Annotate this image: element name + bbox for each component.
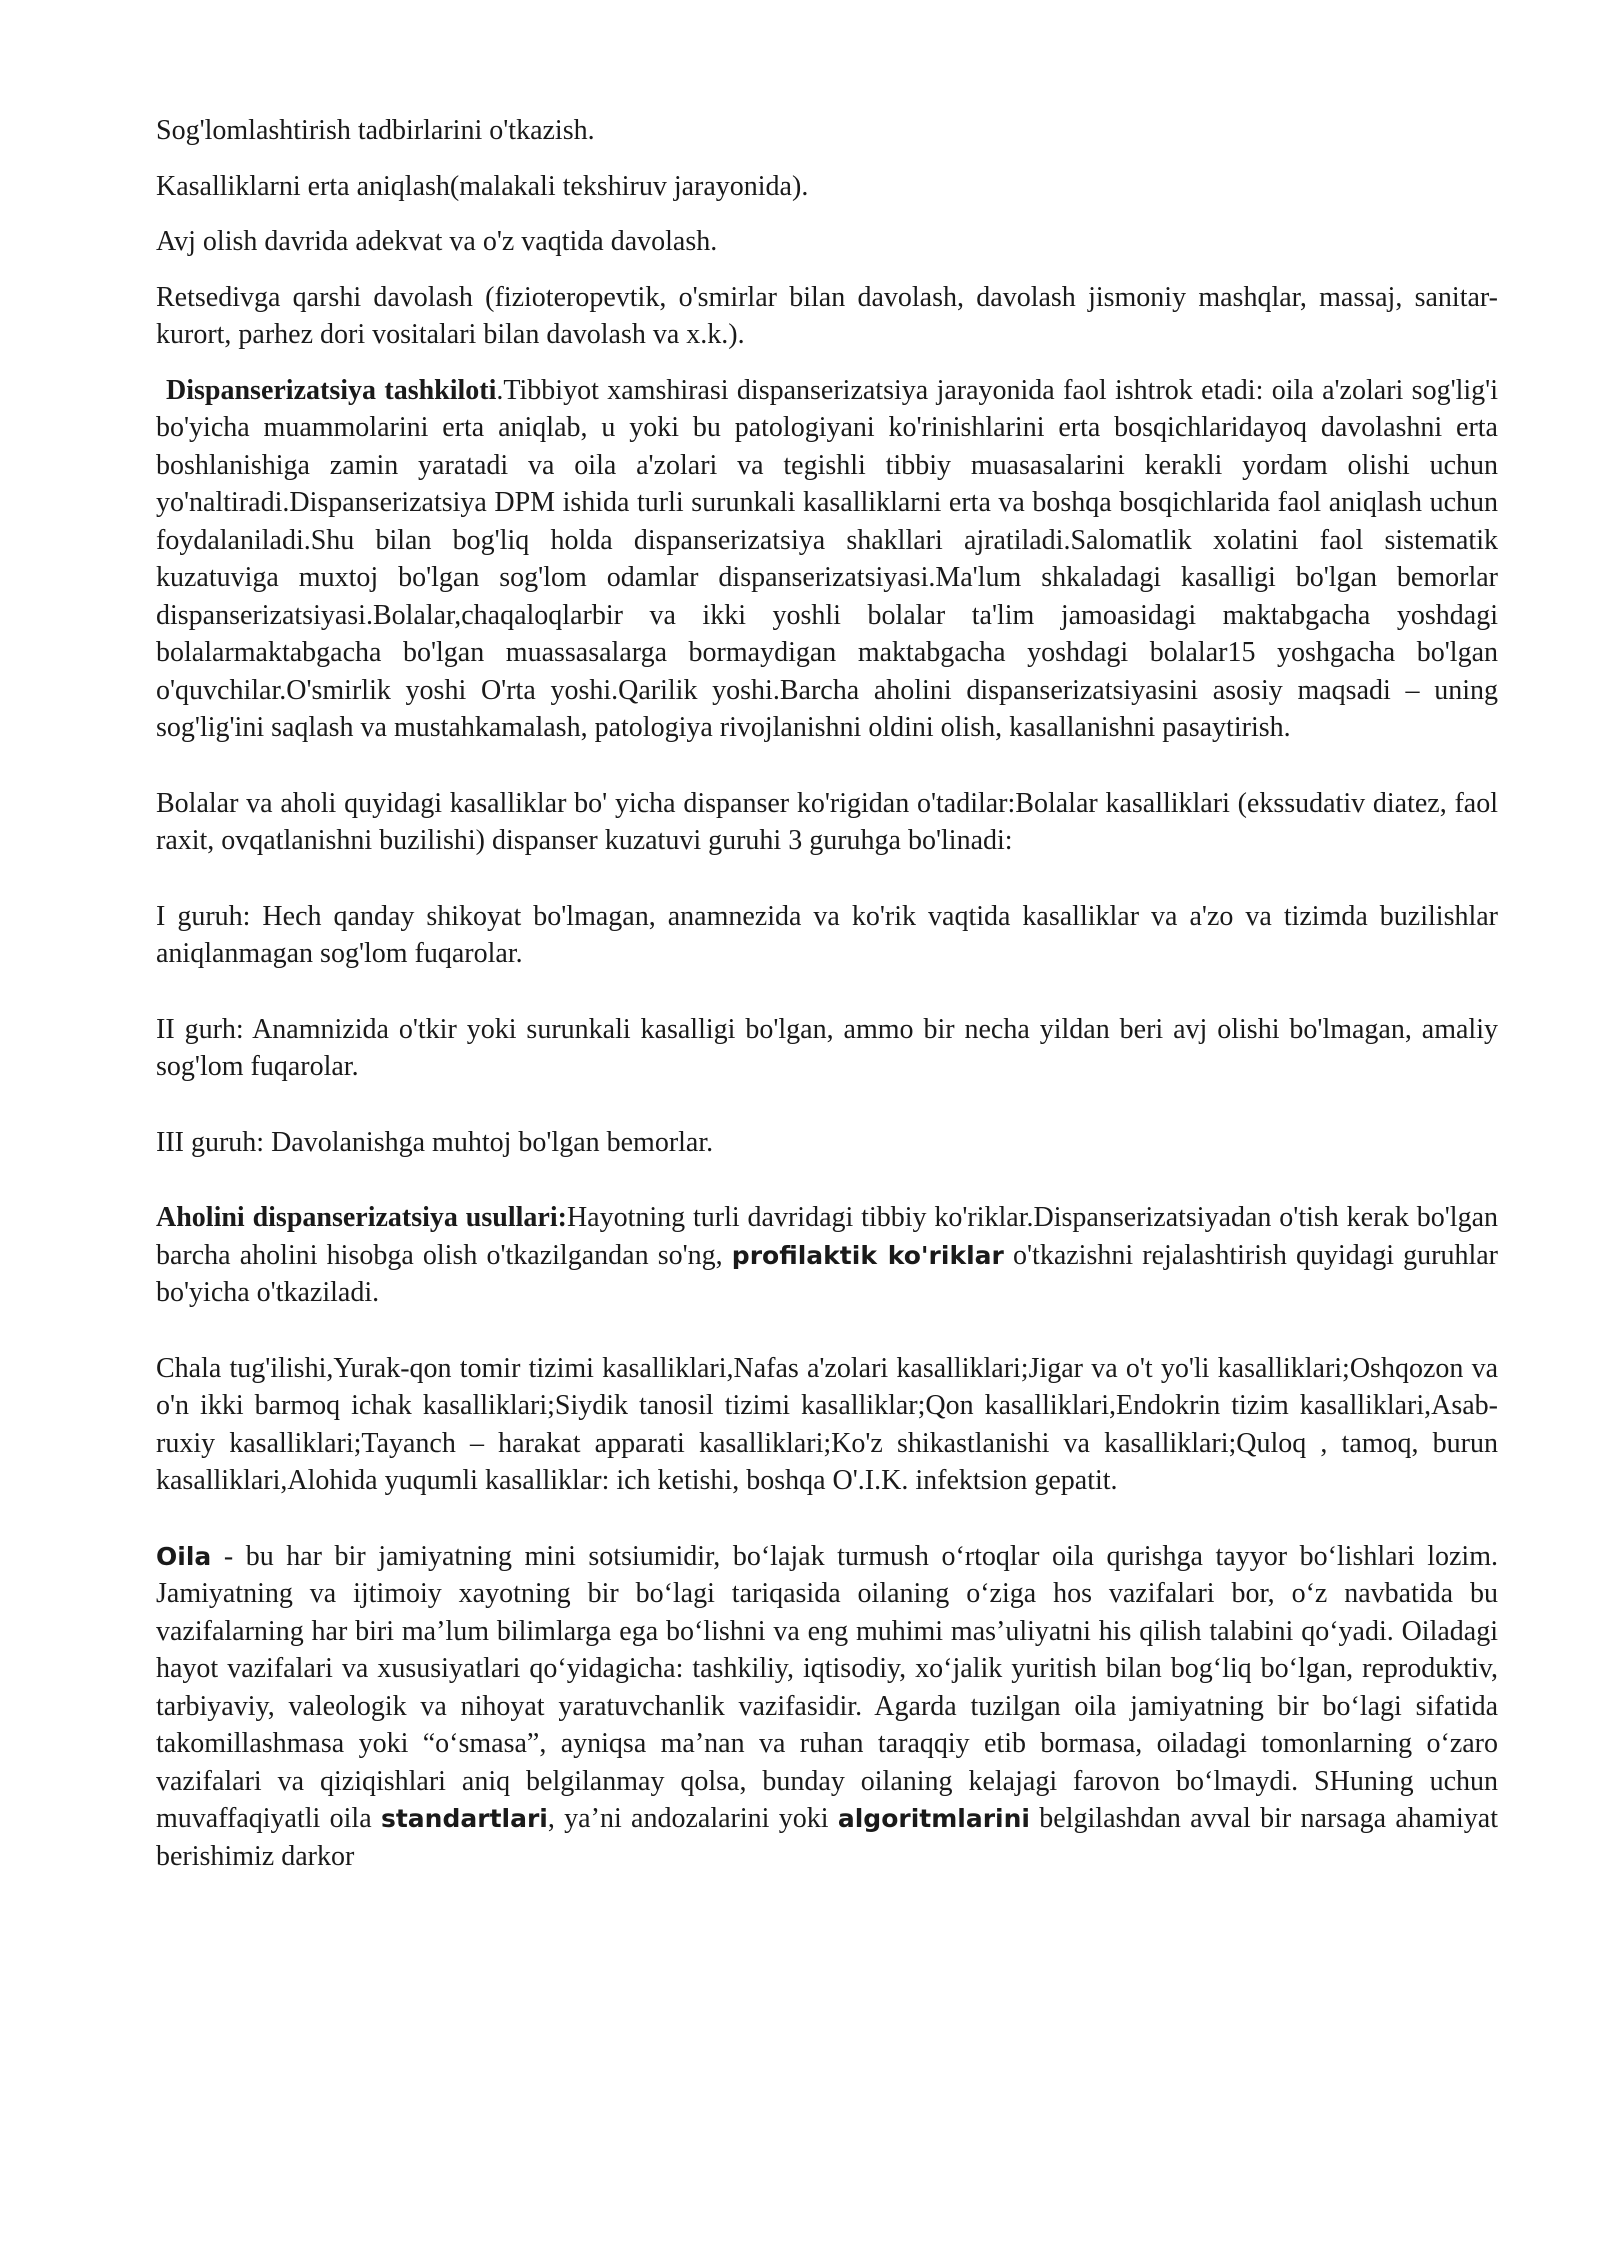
heading-family: Oila (156, 1541, 212, 1571)
paragraph-healthcare-measures: Sog'lomlashtirish tadbirlarini o'tkazish. (156, 115, 595, 146)
paragraph-early-detection: Kasalliklarni erta aniqlash(malakali tekshiruv jarayonida). (156, 170, 809, 202)
bold-standards: standartlari (380, 1804, 548, 1833)
heading-dispanserization-methods: Aholini dispanserizatsiya usullari: (156, 1202, 567, 1233)
bold-preventive-checkups: profilaktik ko'riklar (731, 1240, 1004, 1270)
paragraph-group-3: III guruh: Davolanishga muhtoj bo'lgan bemorlar. (156, 1126, 714, 1158)
text-family-3: belgilashdan avval bir narsaga ahamiyat berishimiz darkor (156, 1803, 1498, 1872)
paragraph-family (156, 1538, 1498, 1876)
text-dispanserization-organization: .Tibbiyot xamshirasi dispanserizatsiya jarayonida faol ishtrok etadi: oila a'zolari sog'lig'i bo'yicha muammolarini erta aniqlab, u yoki bu patologiyani ko'rinishlarini erta bosqichlaridayoq davolashni erta boshlanishiga zamin yaratadi va oila a'zolari va tegishli tibbiy muasasalarini kerakli yordam olishi uchun yo'naltiradi.Dispanserizatsiya DPM ishida turli surunkali kasalliklarni erta va boshqa bosqichlarida faol aniqlash uchun foydalaniladi.Shu bilan bog'liq holda dispanserizatsiya shakllari ajratiladi.Salomatlik xolatini faol sistematik kuzatuviga muxtoj bo'lgan sog'lom odamlar dispanserizatsiyasi.Ma'lum shkaladagi kasalligi bo'lgan bemorlar dispanserizatsiyasi.Bolalar,chaqaloqlarbir va ikki yoshli bolalar ta'lim jamoasidagi maktabgacha yoshdagi bolalarmaktabgacha bo'lgan muassasalarga bormaydigan maktabgacha yoshdagi bolalar15 yoshgacha bo'lgan o'quvchilar.O'smirlik yoshi O'rta yoshi.Qarilik yoshi.Barcha aholini dispanserizatsiyasini asosiy maqsadi – uning sog'lig'ini saqlash va mustahkamalash, patologiya rivojlanishni oldini olish, kasallanishni pasaytirish. (156, 374, 1498, 743)
paragraph-population-groups: Bolalar va aholi quyidagi kasalliklar bo' yicha dispanser ko'rigidan o'tadilar:Bolalar kasalliklari (ekssudativ diatez, faol raxit, ovqatlanishni buzilishi) dispanser kuzatuvi guruhi 3 guruhga bo'linadi: (156, 787, 1498, 856)
bold-algorithms: algoritmlarini (837, 1804, 1030, 1833)
heading-dispanserization-organization: Dispanserizatsiya tashkiloti (166, 374, 497, 406)
text-dispanserization-methods-2: o'tkazishni rejalashtirish quyidagi guruhlar bo'yicha o'tkaziladi. (156, 1239, 1499, 1308)
text-family-2: , ya’ni andozalarini yoki (547, 1803, 838, 1834)
paragraph-disease-list: Chala tug'ilishi,Yurak-qon tomir tizimi kasalliklari,Nafas a'zolari kasalliklari;Jigar va o't yo'li kasalliklari;Oshqozon va o'n ikki barmoq ichak kasalliklari;Siydik tanosil tizimi kasalliklar;Qon kasalliklari,Endokrin tizim kasalliklari,Asab-ruxiy kasalliklari;Tayanch – harakat apparati kasalliklari;Ko'z shikastlanishi va kasalliklari;Quloq , tamoq, burun kasalliklari,Alohida yuqumli kasalliklar: ich ketishi, boshqa O'.I.K. infektsion gepatit. (156, 1352, 1498, 1496)
paragraph-relapse-treatment: Retsedivga qarshi davolash (fizioteropevtik, o'smirlar bilan davolash, davolash jismoniy mashqlar, massaj, sanitar-kurort, parhez dori vositalari bilan davolash va x.k.). (156, 281, 1498, 350)
paragraph-adequate-treatment: Avj olish davrida adekvat va o'z vaqtida davolash. (156, 226, 718, 257)
paragraph-group-1: I guruh: Hech qanday shikoyat bo'lmagan, anamnezida va ko'rik vaqtida kasalliklar va a'zo va tizimda buzilishlar aniqlanmagan sog'lom fuqarolar. (156, 900, 1498, 969)
text-family-1: - bu har bir jamiyatning mini sotsiumidir, bo‘lajak turmush o‘rtoqlar oila qurishga tayyor bo‘lishlari lozim. Jamiyatning va ijtimoiy xayotning bir bo‘lagi tariqasida oilaning o‘ziga hos vazifalari bor, o‘z navbatida bu vazifalarning har biri ma’lum bilimlarga ega bo‘lishni va eng muhimi mas’uliyatni his qilish talabini qo‘yadi. Oiladagi hayot vazifalari va xususiyatlari qo‘yidagicha: tashkiliy, iqtisodiy, xo‘jalik yuritish bilan bog‘liq bo‘lgan, reproduktiv, tarbiyaviy, valeologik va nihoyat yaratuvchanlik vazifasidir. Agarda tuzilgan oila jamiyatning bir bo‘lagi sifatida takomillashmasa yoki “o‘smasa”, ayniqsa ma’nan va ruhan taraqqiy etib bormasa, oiladagi tomonlarning o‘zaro vazifalari va qiziqishlari aniq belgilanmay qolsa, bunday oilaning kelajagi farovon bo‘lmaydi. SHuning uchun muvaffaqiyatli oila (156, 1540, 1498, 1834)
paragraph-dispanserization-organization (156, 372, 1498, 747)
paragraph-group-2: II gurh: Anamnizida o'tkir yoki surunkali kasalligi bo'lgan, ammo bir necha yildan beri avj olishi bo'lmagan, amaliy sog'lom fuqarolar. (156, 1013, 1498, 1082)
paragraph-dispanserization-methods (156, 1199, 1498, 1312)
text-dispanserization-methods-1: Hayotning turli davridagi tibbiy ko'riklar.Dispanserizatsiyadan o'tish kerak bo'lgan barcha aholini hisobga olish o'tkazilgandan so'ng, (156, 1202, 1498, 1271)
document-page (156, 112, 1498, 1893)
